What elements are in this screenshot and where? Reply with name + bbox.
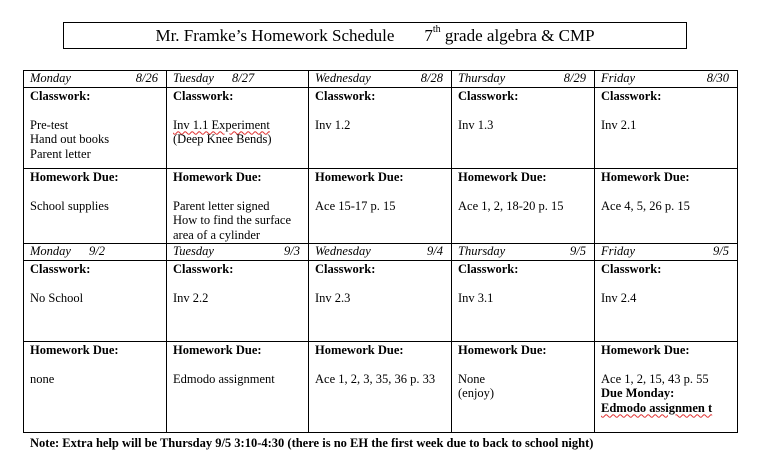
classwork-label: Classwork: xyxy=(601,262,662,276)
classwork-item: Parent letter xyxy=(30,146,91,161)
classwork-label: Classwork: xyxy=(601,89,662,103)
classwork-item: Inv 3.1 xyxy=(458,290,494,305)
extra-help-note: Note: Extra help will be Thursday 9/5 3:10-4:30 (there is no EH the first week due to back to school night) xyxy=(30,436,594,450)
day-date: 8/27 xyxy=(231,71,255,85)
week-2-day-header-row xyxy=(24,244,738,261)
day-header xyxy=(167,244,309,261)
day-header xyxy=(309,71,452,88)
day-header xyxy=(24,71,167,88)
day-name: Friday xyxy=(601,71,636,85)
week-2-homework-row xyxy=(24,342,738,433)
day-name: Tuesday xyxy=(173,244,214,258)
homework-item: Ace 4, 5, 26 p. 15 xyxy=(601,198,690,213)
day-header xyxy=(24,244,167,261)
grade-superscript: th xyxy=(432,24,441,36)
homework-label: Homework Due: xyxy=(601,343,690,357)
homework-item: School supplies xyxy=(30,198,109,213)
day-date: 9/5 xyxy=(570,244,586,258)
classwork-label: Classwork: xyxy=(30,262,91,276)
week-2-classwork-row xyxy=(24,261,738,342)
homework-cell xyxy=(309,169,452,244)
homework-cell xyxy=(595,342,738,433)
document-title xyxy=(63,22,687,49)
homework-label: Homework Due: xyxy=(30,343,119,357)
homework-item: Parent letter signed xyxy=(173,198,270,213)
classwork-item: Inv 1.1 Experiment xyxy=(173,117,270,132)
day-header xyxy=(309,244,452,261)
classwork-label: Classwork: xyxy=(315,89,376,103)
homework-label: Homework Due: xyxy=(173,170,262,184)
classwork-label: Classwork: xyxy=(30,89,91,103)
homework-schedule-table xyxy=(23,70,738,433)
classwork-item: Inv 2.2 xyxy=(173,290,209,305)
homework-item: Ace 1, 2, 15, 43 p. 55 xyxy=(601,371,709,386)
day-date: 9/3 xyxy=(284,244,300,258)
day-name: Tuesday xyxy=(173,71,214,85)
classwork-item: Pre-test xyxy=(30,117,69,132)
homework-item: Ace 15-17 p. 15 xyxy=(315,198,396,213)
day-date: 9/4 xyxy=(427,244,443,258)
homework-item: Edmodo assignment xyxy=(173,371,275,386)
day-header xyxy=(595,71,738,88)
homework-item: Ace 1, 2, 18-20 p. 15 xyxy=(458,198,564,213)
due-monday-label: Due Monday: xyxy=(601,386,675,400)
homework-item: None xyxy=(458,371,486,386)
day-name: Friday xyxy=(601,244,636,258)
day-header xyxy=(595,244,738,261)
classwork-item: No School xyxy=(30,290,84,305)
homework-item: Ace 1, 2, 3, 35, 36 p. 33 xyxy=(315,371,436,386)
homework-cell xyxy=(167,169,309,244)
day-date: 8/30 xyxy=(706,71,729,85)
classwork-label: Classwork: xyxy=(458,89,519,103)
homework-label: Homework Due: xyxy=(173,343,262,357)
classwork-cell xyxy=(595,261,738,342)
classwork-item: Hand out books xyxy=(30,132,110,146)
day-date: 9/5 xyxy=(713,244,729,258)
day-date: 8/29 xyxy=(563,71,586,85)
day-name: Wednesday xyxy=(315,71,371,85)
day-name: Thursday xyxy=(458,244,506,258)
classwork-item: Inv 2.1 xyxy=(601,117,637,132)
homework-item: Edmodo assignmen t xyxy=(601,400,713,415)
homework-label: Homework Due: xyxy=(601,170,690,184)
classwork-label: Classwork: xyxy=(458,262,519,276)
homework-label: Homework Due: xyxy=(315,343,404,357)
homework-label: Homework Due: xyxy=(458,343,547,357)
homework-cell xyxy=(309,342,452,433)
week-1-classwork-row xyxy=(24,88,738,169)
homework-cell xyxy=(452,169,595,244)
classwork-item: Inv 2.4 xyxy=(601,290,637,305)
week-1-homework-row xyxy=(24,169,738,244)
day-header xyxy=(452,71,595,88)
classwork-label: Classwork: xyxy=(173,89,234,103)
title-text: Mr. Framke’s Homework Schedule xyxy=(155,26,395,45)
day-header xyxy=(167,71,309,88)
day-header xyxy=(452,244,595,261)
classwork-item: (Deep Knee Bends) xyxy=(173,132,272,146)
homework-label: Homework Due: xyxy=(458,170,547,184)
classwork-cell xyxy=(24,88,167,169)
day-name: Monday xyxy=(30,244,71,258)
classwork-cell xyxy=(452,88,595,169)
homework-item: none xyxy=(30,371,55,386)
classwork-cell xyxy=(309,88,452,169)
classwork-cell xyxy=(24,261,167,342)
homework-cell xyxy=(452,342,595,433)
classwork-item: Inv 1.3 xyxy=(458,117,494,132)
classwork-item: Inv 1.2 xyxy=(315,117,351,132)
day-date: 8/28 xyxy=(420,71,443,85)
homework-label: Homework Due: xyxy=(30,170,119,184)
day-name: Thursday xyxy=(458,71,506,85)
day-name: Monday xyxy=(30,71,71,85)
homework-cell xyxy=(167,342,309,433)
classwork-label: Classwork: xyxy=(173,262,234,276)
classwork-cell xyxy=(167,88,309,169)
classwork-cell xyxy=(309,261,452,342)
homework-cell xyxy=(24,169,167,244)
classwork-item: Inv 2.3 xyxy=(315,290,351,305)
classwork-cell xyxy=(595,88,738,169)
homework-item: area of a cylinder xyxy=(173,227,261,242)
week-1-day-header-row xyxy=(24,71,738,88)
classwork-label: Classwork: xyxy=(315,262,376,276)
homework-item: How to find the surface xyxy=(173,213,292,227)
homework-item: (enjoy) xyxy=(458,386,495,400)
classwork-cell xyxy=(452,261,595,342)
day-date: 9/2 xyxy=(88,244,105,258)
homework-cell xyxy=(24,342,167,433)
homework-label: Homework Due: xyxy=(315,170,404,184)
homework-cell xyxy=(595,169,738,244)
day-name: Wednesday xyxy=(315,244,371,258)
grade-number: 7 xyxy=(424,26,433,45)
grade-subject: grade algebra & CMP xyxy=(440,26,595,45)
classwork-cell xyxy=(167,261,309,342)
day-date: 8/26 xyxy=(135,71,158,85)
